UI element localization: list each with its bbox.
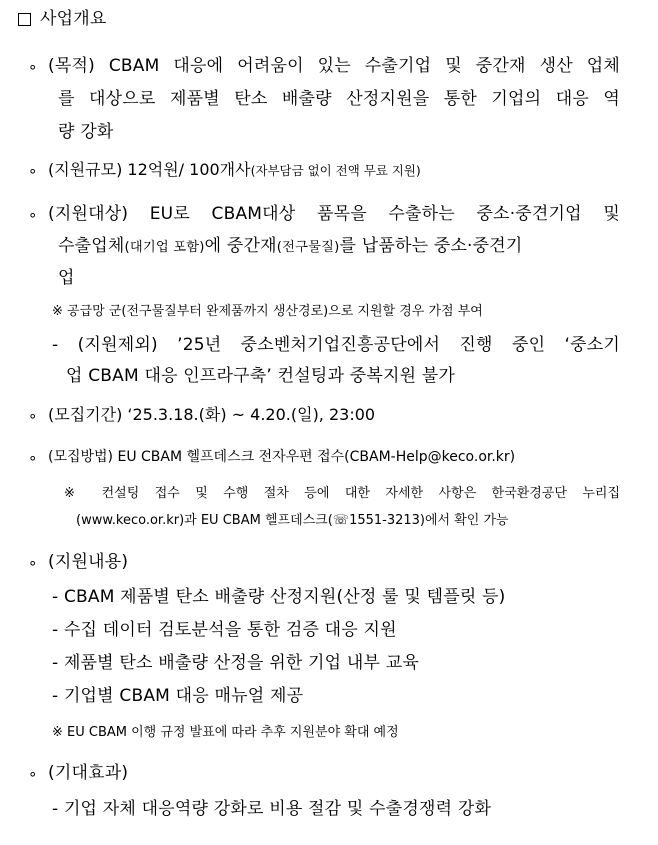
method-note-line1: ※ 컨설팅 접수 및 수행 절차 등에 대한 자세한 사항은 한국환경공단 누리집 [64, 486, 620, 501]
bullet-icon: ∘ [28, 58, 38, 76]
content-item-1: - CBAM 제품별 탄소 배출량 산정지원(산정 룰 및 템플릿 등) [52, 587, 506, 607]
section-title: 사업개요 [40, 9, 107, 29]
bullet-icon: ∘ [28, 449, 38, 467]
content-heading: (지원내용) [48, 552, 129, 572]
method-line: (모집방법) EU CBAM 헬프데스크 전자우편 접수(CBAM-Help@keco.or.kr) [48, 449, 516, 465]
content-note: ※ EU CBAM 이행 규정 발표에 따라 추후 지원분야 확대 예정 [52, 725, 399, 740]
checkbox-square-icon [18, 13, 31, 26]
exclusion-line1: - (지원제외) ’25년 중소벤처기업진흥공단에서 진행 중인 ‘중소기 [52, 335, 620, 355]
bullet-icon: ∘ [28, 162, 38, 180]
purpose-line3: 량 강화 [58, 122, 114, 142]
target-line3: 업 [58, 268, 75, 288]
exclusion-line2: 업 CBAM 대응 인프라구축’ 컨설팅과 중복지원 불가 [66, 366, 456, 386]
target-line2: 수출업체(대기업 포함)에 중간재(전구물질)를 납품하는 중소·중견기 [58, 236, 523, 256]
purpose-line2: 를 대상으로 제품별 탄소 배출량 산정지원을 통한 기업의 대응 역 [58, 89, 620, 109]
target-note: ※ 공급망 군(전구물질부터 완제품까지 생산경로)으로 지원할 경우 가점 부여 [52, 304, 483, 319]
bullet-icon: ∘ [28, 407, 38, 425]
scale-line [48, 162, 421, 178]
effect-heading: (기대효과) [48, 763, 129, 783]
content-item-2: - 수집 데이터 검토분석을 통한 검증 대응 지원 [52, 620, 397, 640]
bullet-icon: ∘ [28, 206, 38, 224]
bullet-icon: ∘ [28, 765, 38, 783]
effect-item: - 기업 자체 대응역량 강화로 비용 절감 및 수출경쟁력 강화 [52, 799, 492, 819]
content-item-3: - 제품별 탄소 배출량 산정을 위한 기업 내부 교육 [52, 653, 419, 673]
period-line: (모집기간) ‘25.3.18.(화) ~ 4.20.(일), 23:00 [48, 405, 376, 424]
scale-main: (지원규모) 12억원/ 100개사 [48, 160, 251, 179]
purpose-line1: (목적) CBAM 대응에 어려움이 있는 수출기업 및 중간재 생산 업체 [48, 56, 620, 76]
method-note-line2: (www.keco.or.kr)과 EU CBAM 헬프데스크(☏1551-3213)에서 확인 가능 [76, 513, 509, 528]
bullet-icon: ∘ [28, 554, 38, 572]
target-line1: (지원대상) EU로 CBAM대상 품목을 수출하는 중소·중견기업 및 [48, 204, 620, 224]
content-item-4: - 기업별 CBAM 대응 매뉴얼 제공 [52, 686, 304, 706]
scale-note: (자부담금 없이 전액 무료 지원) [250, 163, 421, 178]
